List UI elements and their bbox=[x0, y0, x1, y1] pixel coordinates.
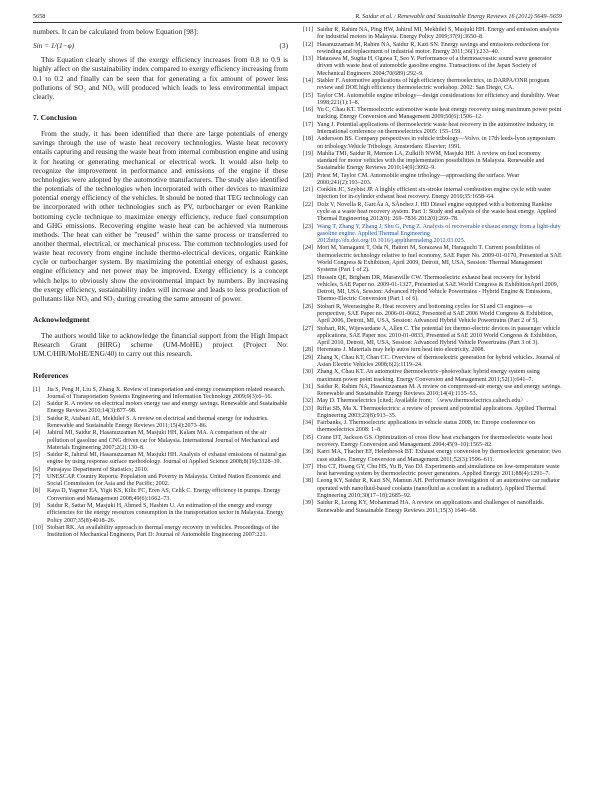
equation-discussion: This Equation clearly shows if the exergy efficiency increases from 0.8 to 0.9 is highly affect on the sustainability index compared to exergy efficiency increasing from 0.1 to 0.2 and finally can be seen that for generating a fix amount of power less pollutions of SO₂ and NOₓ will produced which leads to less environmental impact clearly. bbox=[33, 55, 288, 101]
conclusion-paragraph: From the study, it has been identified that there are large potentials of energy savings through the use of waste heat recovery technologies. Waste heat recovery entails capturing and reusing the waste heat from internal combustion engine and using it for heating or generating mechanical or electrical work. It would also help to recognize the improvement in performance and emissions of the engine if these technologies were adopted by the automotive manufacturers. The study also identified the potentials of the technologies when incorporated with other devices to maximize potential energy efficiency of the vehicles. It should be noted that TEG technology can be incorporated with other technologies such as PV, turbocharger or even Rankine bottoming cycle technique to maximize energy efficiency, reduce fuel consumption and GHG emissions. Recovering engine waste heat can be achieved via numerous methods. The heat can either be "reused" within the same process or transferred to another thermal, electrical, or mechanical process. The common technologies used for waste heat recovery from engine include thermo-electrical devices, organic Rankine cycle or turbocharger system. By maximizing the potential energy of exhaust gases, engine efficiency and net power may be improved. Exergy efficiency is a concept which helps to obviously show the environmental impact by numbers. By increasing the exergy efficiency, sustainability index will increase and leads to less production of pollutants like NOₓ and SO₂ during creating the same amount of power. bbox=[33, 129, 288, 303]
reference-item: [31] Saidur R, Rahim NA, Hasanuzzaman M. A review on compressed-air energy use and energy savings. Renewable and Sustainable Energy Reviews 2010;14(4):1135–53. bbox=[303, 383, 562, 398]
acknowledgment-heading: Acknowledgment bbox=[33, 315, 90, 325]
equation-number: (3) bbox=[279, 41, 288, 51]
reference-item: [16] Yu C, Chau KT. Thermoelectric automotive waste heat energy recovery using maximum power point tracking. Energy Conversion and Management 2009;50(6):1506–12. bbox=[303, 107, 562, 121]
reference-item: [18] Andersson BS. Company perspectives in vehicle tribology—Volvo. in 17th leeds-lyon symposium on tribology.Vehicle Tribology. Amsterdam: Elsevier; 1991. bbox=[303, 136, 556, 150]
reference-item: [12] Hasanuzzaman M, Rahim NA, Saidur R, Kazi SN. Energy savings and emissions reductions for rewinding and replacement of industrial motor. Energy 2011;36(1):233–40. bbox=[303, 41, 549, 55]
reference-item: [9] Saidur R, Sattar M, Masjuki H, Ahmed S, Hashim U. An estimation of the energy and exergy efficiencies for the energy resources consumption in the transportation sector in Malaysia. Energy Policy 2007;35(8):4018–26. bbox=[33, 503, 284, 524]
reference-item: [28] Heremans J. Materials may help autos turn heat into electricity. 2008. bbox=[303, 347, 486, 354]
reference-item: [36] Karri MA, Thacher EF, Helenbrook BT. Exhaust energy conversion by thermoelectric generator: two case studies. Energy Conversion and Management 2011;52(3):1596–611. bbox=[303, 449, 562, 463]
running-header bbox=[33, 10, 562, 22]
reference-item: [15] Taylor CM. Automobile engine tribology—design considerations for efficiency and durability. Wear 1998;221(1):1–8. bbox=[303, 92, 560, 106]
references-heading: References bbox=[33, 370, 69, 380]
equation-expression: Sin = 1/(1−φ) bbox=[33, 41, 75, 51]
conclusion-heading: 7. Conclusion bbox=[33, 113, 77, 123]
reference-item: [21] Conklin JC, Szybist JP. A highly efficient six-stroke internal combustion engine cycle with water injection for in-cylinder exhaust heat recovery. Energy 2010;35:1658–64. bbox=[303, 187, 552, 201]
reference-item: [7] UNESCAP. Country Reports: Population and Poverty in Malaysia. United Nation Economic and Social Commission for Asia and the Pacific; 2002. bbox=[33, 473, 281, 488]
reference-item: [37] Hsu CT, Huang GY, Chu HS, Yu B, Yao DJ. Experiments and simulations on low-temperature waste heat harvesting system by thermoelectric power generators. Applied Energy 2011;88(4):1291–7. bbox=[303, 463, 560, 478]
reference-item: [26] Stobart R, Weerasinghe R. Heat recovery and bottoming cycles for SI and CI engines—a perspective, SAE Paper no. 2006-01-0662, Presented at SAE 2006 World Congress & Exhibition, April 2006, Detroit, MI, USA, Session: Advanced Hybrid Vehicle Powertrains (Part 2 of 5). bbox=[303, 303, 554, 325]
reference-item: [19] Mahlia TMI, Saidur R, Memon LA, Zulkifli NWM, Masjuki HH. A review on fuel economy standard for motor vehicles with the implementation possibilities in Malaysia. Renewable and Sustainable Energy Reviews 2010;14(9):3092–9. bbox=[303, 150, 545, 172]
reference-item: [10] Stobart RK. An availability approach to thermal energy recovery in vehicles. Proceedings of the Institution of Mechanical Engineers, Part D: Journal of Automobile Engineering 2007:221. bbox=[33, 524, 280, 539]
equation-3 bbox=[33, 41, 288, 50]
intro-text: numbers. It can be calculated from below Equation [98]: bbox=[33, 27, 199, 36]
reference-list-right bbox=[303, 27, 562, 515]
journal-citation: R. Saidur et al. / Renewable and Sustainable Energy Reviews 16 (2012) 5649–5659 bbox=[355, 12, 562, 20]
reference-item: [14] Stabler F. Automotive applications of high efficiency thermoelectrics, in DARPA/ONR program review and DOE high efficiency thermoelectric workshop. 2002: San Diego, CA. bbox=[303, 77, 550, 92]
reference-item: [25] Hussain QE, Brigham DR, Maranville CW. Thermoelectric exhaust heat recovery for hybrid vehicles, SAE Paper no. 2009-01-1327, Presented at SAE World Congress & ExhibitionApril 2009, Detroit, MI, USA, Session: Advanced Hybrid Vehicle Powertrains - Hybrid Engine & Emissions, Thermo-Electric Conversion (Part 1 of 6). bbox=[303, 274, 559, 303]
reference-item: [23] Wang T, Zhang Y, Zhang J, Shu G, Peng Z. Analysis of recoverable exhaust energy from a light-duty gasoline engine. Applied Thermal Engineering 2012http://dx.doi.org/10.1016/j.applthermaleng.2012.03.025. bbox=[303, 223, 561, 245]
reference-item: [38] Leong KY, Saidur R, Kazi SN, Mamun AH. Performance investigation of an automotive car radiator operated with nanofluid-based coolants (nanofluid as a coolant in a radiator). Applied Thermal Engineering 2010;30(17–18):2685–92. bbox=[303, 478, 561, 499]
reference-item: [39] Saidur R, Leong KY, Mohammad HA. A review on applications and challenges of nanofluids. Renewable and Sustainable Energy Reviews 2011;15(3) 1646–68. bbox=[303, 500, 545, 514]
reference-item: [20] Priest M, Taylor CM. Automobile engine tribology—approaching the surface. Wear 2000;241(2):193–203. bbox=[303, 172, 520, 186]
right-column bbox=[303, 27, 562, 515]
reference-item: [11] Saidur R, Rahim NA, Ping HW, Jahirul MI, Mekhilef S, Masjuki HH. Energy and emission analysis for industrial motors in Malaysia. Energy Policy 2009;37(9):3650–8. bbox=[303, 27, 560, 41]
reference-item: [32] May D. Thermoelectrics [cited; Available from: 〈www.thermoelectrics.caltech.edu〉. bbox=[303, 398, 528, 405]
reference-item: [5] Saidur R, Jahirul MI, Hasanuzzaman M, Masjuki HH. Analysis of exhaust emissions of natural gas engine by using response surface methodology. Journal of Applied Science 2008;8(19):3328–39. bbox=[33, 452, 287, 466]
reference-item: [6] Putrajaya: Department of Statistics; 2010. bbox=[33, 466, 149, 473]
reference-item: [4] Jahirul MI, Saidur R, Hasanuzzaman M, Masjuki HH, Kalam MA. A comparison of the air pollution of gasoline and CNG driven car for Malaysia. International Journal of Mechanical and Materials Engineering 2007;2(2):130–8. bbox=[33, 430, 280, 451]
reference-item: [27] Stobart, RK, Wijewardane A, Allen C. The potential for thermo-electric devices in passenger vehicle applications, SAE Paper nos. 2010-01-0833, Presented at SAE 2010 World Congress & Exhibition, April 2010, Detroit, MI, USA, Session: Advanced Hybrid Vehicle Powertrains (Part 3 of 3). bbox=[303, 325, 561, 347]
reference-item: [8] Kaya D, Yagmur EA, Yigit KS, Kilic FC, Eren AS, Celik C. Energy efficiency in pumps. Energy Conversion and Management 2008;49(6):1662–73. bbox=[33, 488, 281, 502]
left-column bbox=[33, 27, 288, 539]
reference-item: [22] Dolz V, Novella R, GarcÃa A, SÃnchez J. HD Diesel engine equipped with a bottoming Rankine cycle as a waste heat recovery system. Part 1: Study and analysis of the waste heat energy. Applied Thermal Engineering 2012(0): 269–7836 2012(0):269–78. bbox=[303, 201, 557, 223]
page-number: 5658 bbox=[33, 12, 46, 20]
reference-item: [33] Riffat SB, Ma X. Thermoelectrics: a review of present and potential applications. Applied Thermal Engineering 2003;23(8):913–35. bbox=[303, 405, 557, 419]
reference-item: [2] Saidur R. A review on electrical motors energy use and energy savings. Renewable and Sustainable Energy Reviews 2010;14(3):877–98. bbox=[33, 401, 288, 415]
reference-item: [3] Saidur R, Atabani AE, Mekhilef S. A review on electrical and thermal energy for industries. Renewable and Sustainable Energy Reviews 2011;15(4):2073–86. bbox=[33, 415, 269, 429]
reference-item: [30] Zhang X, Chau KT. An automotive thermoelectric–photovoltaic hybrid energy system using maximum power point tracking. Energy Conversion and Management 2011;52(1):641–7. bbox=[303, 369, 540, 383]
reference-item: [1] Jia S, Peng H, Liu S, Zhang X. Review of transportation and energy consumption related research. Journal of Transportation Systems Engineering and Information Technology 2009;9(3):6–16. bbox=[33, 386, 286, 400]
reference-item: [17] Yang J. Potential applications of thermoelectric waste heat recovery in the automotive industry, in International conference on thermoelectrics 2005: 155–159. bbox=[303, 121, 554, 135]
reference-item: [29] Zhang X, Chau KT, Chan CC. Overview of thermoelectric generation for hybrid vehicles. Journal of Asian Electric Vehicles 2008;6(2):1119–24. bbox=[303, 354, 561, 368]
reference-item: [24] Mori M, Yamagami T, Oda N, Hattori M, Sorazawa M, Haraguchi T. Current possibilities of thermoelectric technology relative to fuel economy, SAE Paper No. 2009-01-0170, Presented at SAE World Congress & Exhibition, April 2009, Detroit, MI, USA, Session: Thermal Management Systems (Part 1 of 2). bbox=[303, 245, 562, 274]
reference-list-left bbox=[33, 387, 288, 540]
reference-item: [13] Hatazawa M, Sugita H, Ogawa T, Seo Y. Performance of a thermoacoustic sound wave generator driven with waste heat of automobile gasoline engine. Transactions of the Japan Society of Mechanical Engineers 2004;70(689):292–9. bbox=[303, 56, 552, 77]
reference-item: [35] Crane DT, Jackson GS. Optimization of cross flow heat exchangers for thermoelectric waste heat recovery. Energy Conversion and Management 2004;45(9–10):1565–82. bbox=[303, 434, 553, 449]
header-rule bbox=[33, 22, 562, 23]
reference-item: [34] Fairbanks, J. Thermoelectric applications in vehicle status 2008, in: Europe conference on thermoelectrics 2008: 1–8. bbox=[303, 420, 535, 434]
acknowledgment-paragraph: The authors would like to acknowledge the financial support from the High Impact Research Grant (HIRG) scheme (UM-MoHE) project (Project No: UM.C/HIR/MoHE/ENG/40) to carry out this research. bbox=[33, 331, 288, 359]
